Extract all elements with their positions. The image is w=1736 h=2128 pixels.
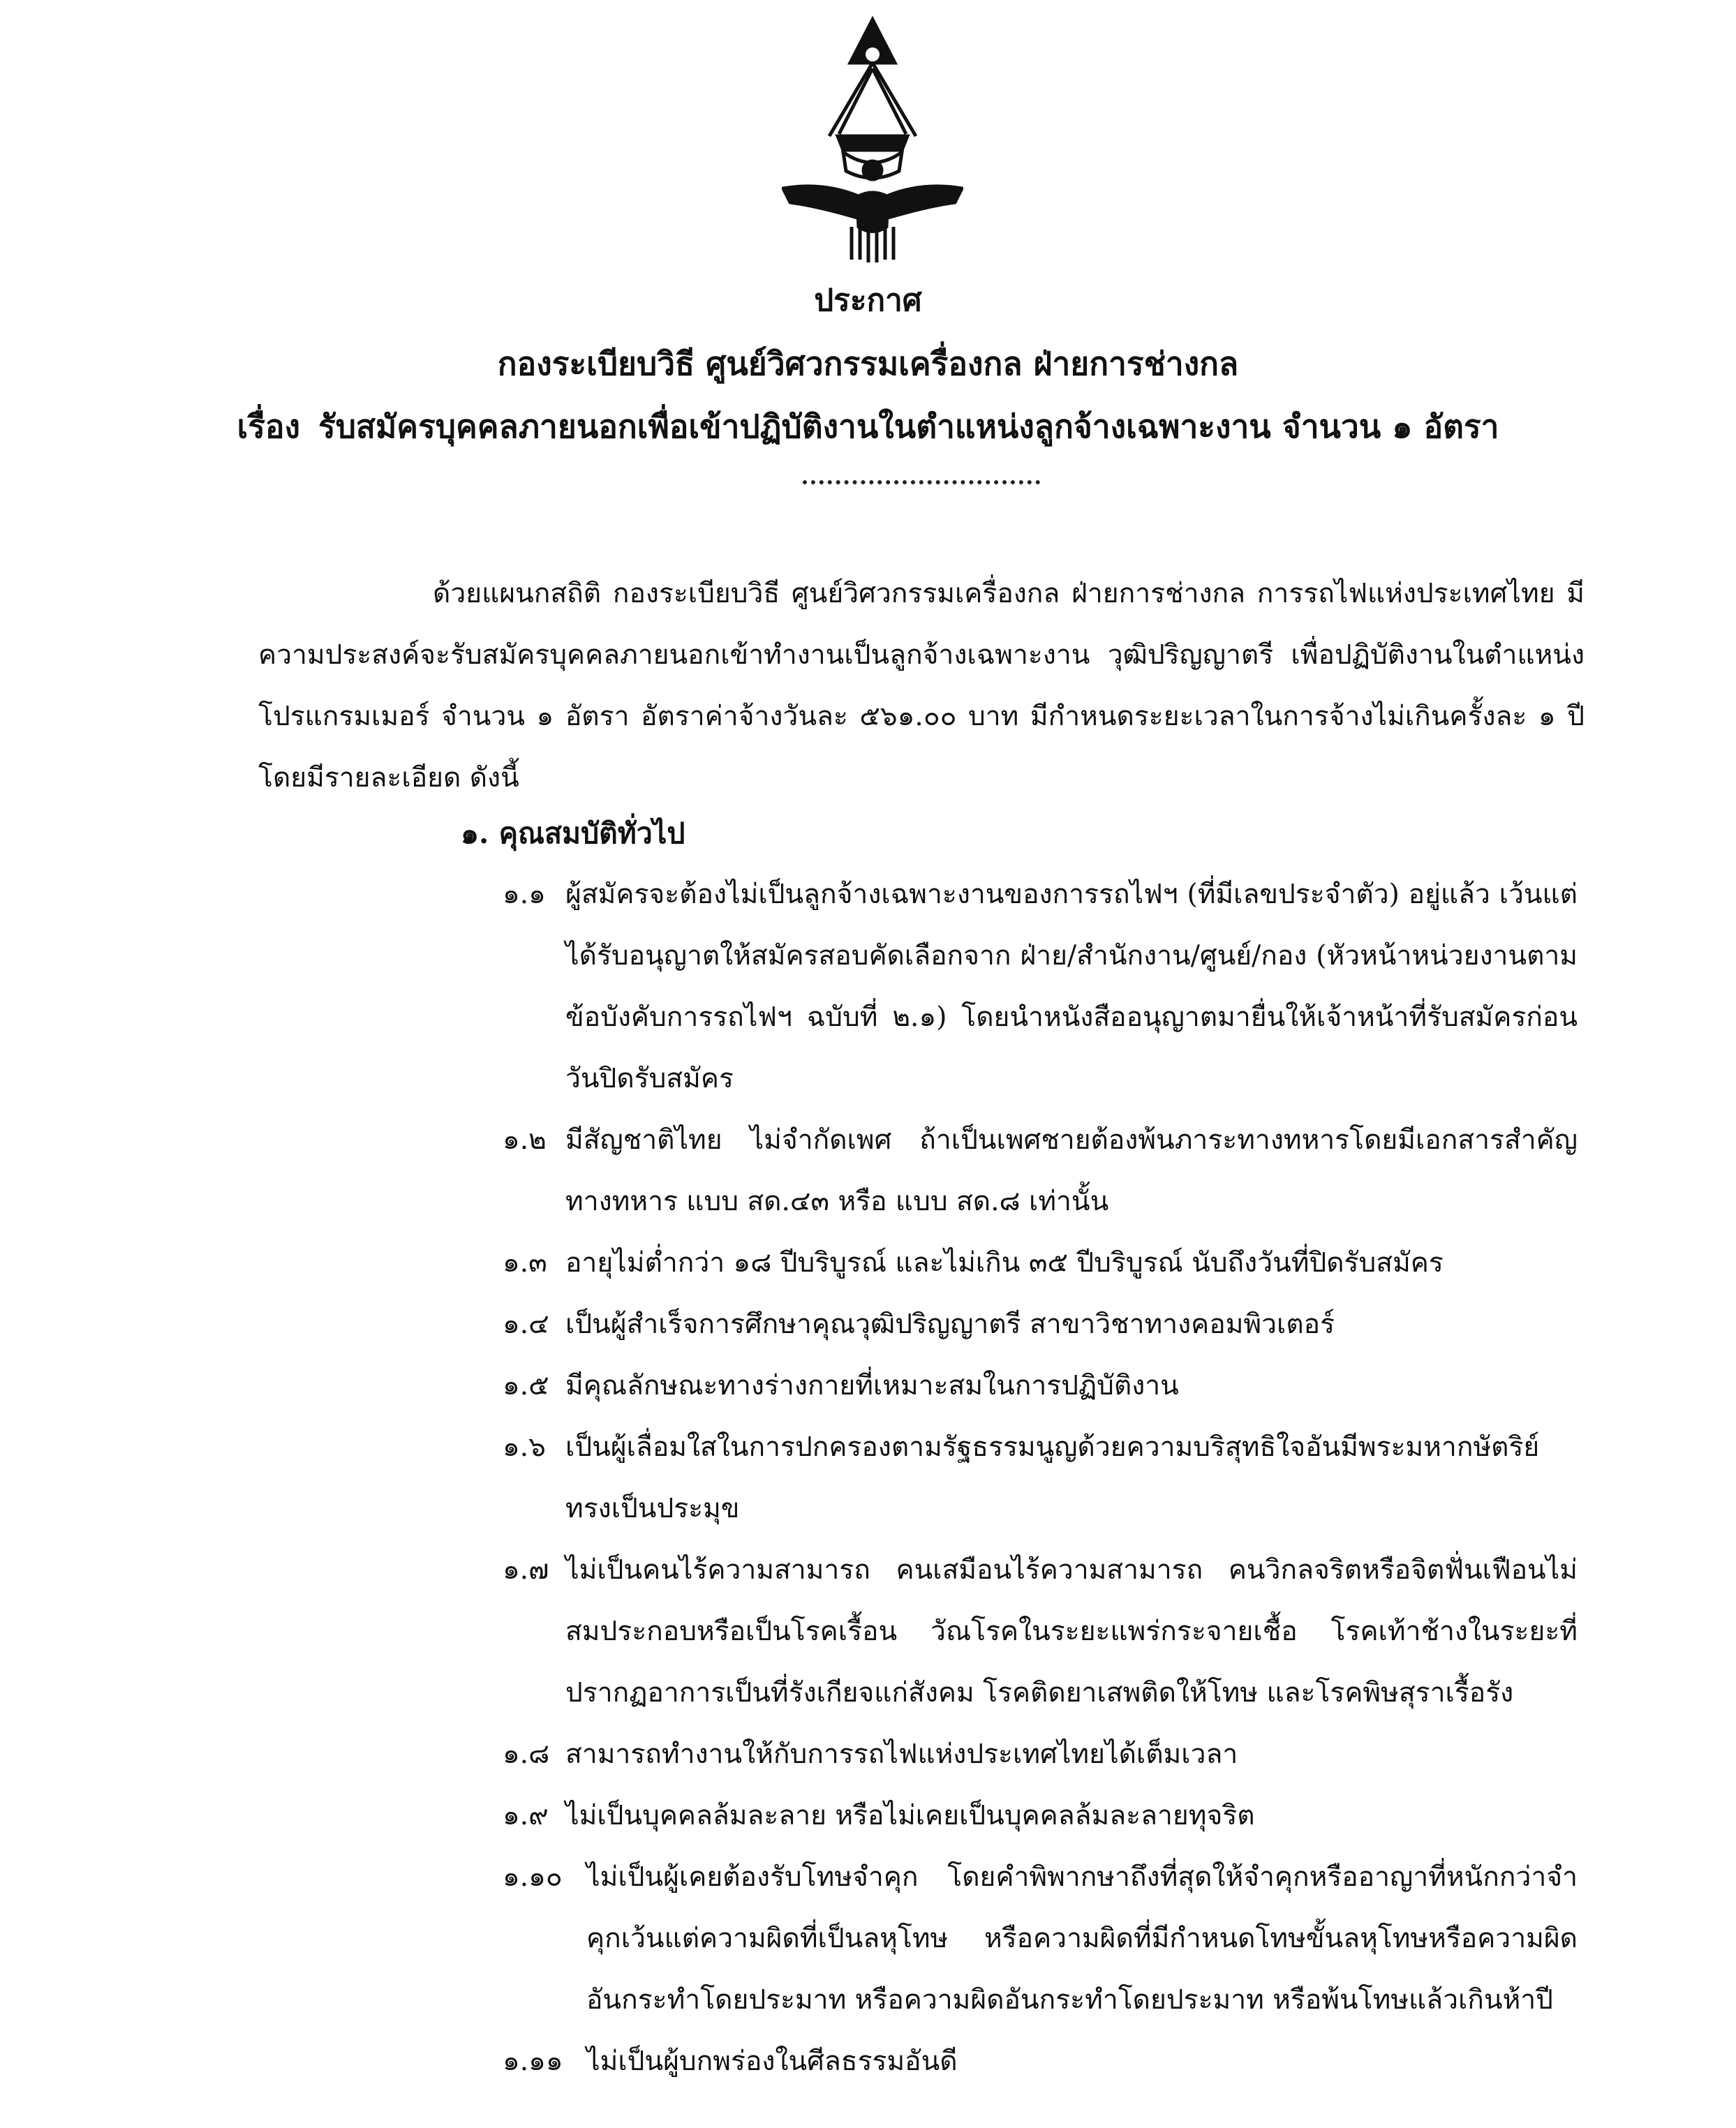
- subject-line: [0, 401, 1736, 452]
- qualification-item-1-8: [503, 1724, 1585, 1785]
- title-separator: [803, 480, 1040, 484]
- item-text: ไม่เป็นบุคคลล้มละลาย หรือไม่เคยเป็นบุคคลล้มละลายทุจริต: [565, 1800, 1255, 1831]
- item-number: ๑.๒: [503, 1124, 547, 1156]
- item-number: ๑.๕: [503, 1370, 549, 1401]
- item-text: ไม่เป็นผู้เคยต้องรับโทษจำคุก โดยคำพิพากษาถึงที่สุดให้จำคุกหรืออาญาที่หนักกว่าจำคุกเว้นแต่ความผิดที่เป็นลหุโทษ หรือความผิดที่มีกำหนดโทษขั้นลหุโทษหรือความผิดอันกระทำโดยประมาท หรือความผิดอันกระทำโดยประมาท หรือพ้นโทษแล้วเกินห้าปี: [586, 1861, 1578, 2016]
- department-title: กองระเบียบวิธี ศูนย์วิศวกรรมเครื่องกล ฝ่ายการช่างกล: [497, 345, 1239, 382]
- subject-label: เรื่อง: [237, 408, 300, 445]
- qualification-item-1-9: [503, 1785, 1585, 1847]
- qualification-item-1-4: [503, 1294, 1585, 1355]
- item-number: ๑.๗: [503, 1554, 549, 1586]
- item-text: ไม่เป็นผู้บกพร่องในศีลธรรมอันดี: [586, 2046, 958, 2077]
- intro-paragraph: ด้วยแผนกสถิติ กองระเบียบวิธี ศูนย์วิศวกรรมเครื่องกล ฝ่ายการช่างกล การรถไฟแห่งประเทศไทย มีความประสงค์จะรับสมัครบุคคลภายนอกเข้าทำงานเป็นลูกจ้างเฉพาะงาน วุฒิปริญญาตรี เพื่อปฏิบัติงานในตำแหน่ง โปรแกรมเมอร์ จำนวน ๑ อัตรา อัตราค่าจ้างวันละ ๕๖๑.๐๐ บาท มีกำหนดระยะเวลาในการจ้างไม่เกินครั้งละ ๑ ปี โดยมีรายละเอียด ดังนี้: [258, 578, 1585, 794]
- state-railway-emblem: [782, 14, 963, 265]
- item-number: ๑.๑๐: [503, 1861, 563, 1893]
- item-number: ๑.๖: [503, 1431, 546, 1463]
- item-text: เป็นผู้สำเร็จการศึกษาคุณวุฒิปริญญาตรี สาขาวิชาทางคอมพิวเตอร์: [565, 1309, 1335, 1340]
- item-text: สามารถทำงานให้กับการรถไฟแห่งประเทศไทยได้เต็มเวลา: [565, 1739, 1238, 1770]
- item-text: เป็นผู้เลื่อมใสในการปกครองตามรัฐธรรมนูญด้วยความบริสุทธิใจอันมีพระมหากษัตริย์ทรงเป็นประมุข: [565, 1431, 1540, 1524]
- item-text: มีคุณลักษณะทางร่างกายที่เหมาะสมในการปฏิบัติงาน: [565, 1370, 1179, 1401]
- general-qualifications-section: [461, 803, 1585, 2092]
- qualification-item-1-3: [503, 1233, 1585, 1294]
- subject-text: รับสมัครบุคคลภายนอกเพื่อเข้าปฏิบัติงานในตำแหน่งลูกจ้างเฉพาะงาน จำนวน ๑ อัตรา: [318, 408, 1499, 445]
- qualification-item-1-6: [503, 1417, 1585, 1540]
- item-text: อายุไม่ต่ำกว่า ๑๘ ปีบริบูรณ์ และไม่เกิน ๓๕ ปีบริบูรณ์ นับถึงวันที่ปิดรับสมัคร: [565, 1247, 1444, 1279]
- qualification-item-1-1: [503, 864, 1585, 1110]
- item-number: ๑.๔: [503, 1309, 549, 1340]
- item-number: ๑.๙: [503, 1800, 549, 1831]
- item-number: ๑.๑๑: [503, 2046, 563, 2077]
- section-heading: ๑. คุณสมบัติทั่วไป: [461, 817, 685, 850]
- item-number: ๑.๓: [503, 1247, 547, 1279]
- qualification-item-1-2: [503, 1110, 1585, 1233]
- item-number: ๑.๑: [503, 879, 546, 910]
- qualification-item-1-7: [503, 1540, 1585, 1724]
- qualification-item-1-5: [503, 1355, 1585, 1417]
- qualification-item-1-10: [503, 1847, 1585, 2031]
- qualification-item-1-11: [503, 2031, 1585, 2092]
- item-text: ผู้สมัครจะต้องไม่เป็นลูกจ้างเฉพาะงานของการรถไฟฯ (ที่มีเลขประจำตัว) อยู่แล้ว เว้นแต่ได้รับอนุญาตให้สมัครสอบคัดเลือกจาก ฝ่าย/สำนักงาน/ศูนย์/กอง (หัวหน้าหน่วยงานตามข้อบังคับการรถไฟฯ ฉบับที่ ๒.๑) โดยนำหนังสืออนุญาตมายื่นให้เจ้าหน้าที่รับสมัครก่อนวันปิดรับสมัคร: [565, 879, 1578, 1094]
- item-text: ไม่เป็นคนไร้ความสามารถ คนเสมือนไร้ความสามารถ คนวิกลจริตหรือจิตฟั่นเฟือนไม่สมประกอบหรือเป็นโรคเรื้อน วัณโรคในระยะแพร่กระจายเชื้อ โรคเท้าช้างในระยะที่ปรากฏอาการเป็นที่รังเกียจแก่สังคม โรคติดยาเสพติดให้โทษ และโรคพิษสุราเรื้อรัง: [565, 1554, 1578, 1709]
- item-number: ๑.๘: [503, 1739, 550, 1770]
- announcement-title: ประกาศ: [814, 283, 922, 318]
- item-text: มีสัญชาติไทย ไม่จำกัดเพศ ถ้าเป็นเพศชายต้องพ้นภาระทางทหารโดยมีเอกสารสำคัญทางทหาร แบบ สด.๔๓ หรือ แบบ สด.๘ เท่านั้น: [565, 1124, 1578, 1217]
